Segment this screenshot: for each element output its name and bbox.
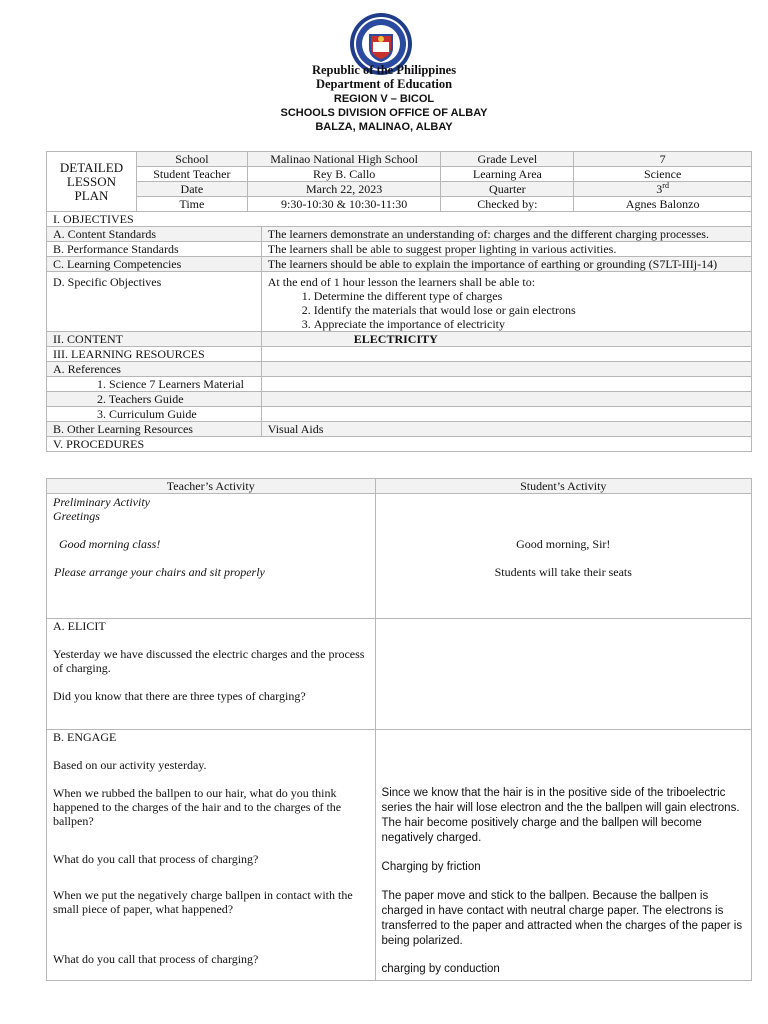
student-engage-3: The paper move and stick to the ballpen. Because the ballpen is charged in have contact with neutral charge paper. The electrons is transferred to the paper and attracted when the charges of the paper is being polarized.	[381, 890, 743, 947]
student-greeting: Good morning, Sir!	[516, 537, 611, 551]
elicit-paragraph-1: Yesterday we have discussed the electric charges and the process of charging.	[53, 647, 365, 675]
grade-label: Grade Level	[441, 152, 574, 167]
preliminary-teacher	[47, 494, 376, 619]
competencies-label: C. Learning Competencies	[47, 257, 262, 272]
engage-paragraph-5: What do you call that process of charging?	[53, 952, 259, 966]
engage-paragraph-2: When we rubbed the ballpen to our hair, what do you think happened to the charges of the hair and to the charges of the ballpen?	[53, 786, 342, 828]
student-arrange: Students will take their seats	[494, 565, 632, 579]
preliminary-student	[375, 494, 751, 619]
header-region: REGION V – BICOL	[333, 93, 435, 105]
school-value: Malinao National High School	[247, 152, 441, 167]
procedures-table	[46, 478, 752, 981]
reference-2: 2. Teachers Guide	[47, 392, 262, 407]
specific-objectives-value	[261, 272, 751, 332]
reference-1: 1. Science 7 Learners Material	[47, 377, 262, 392]
content-standards-label: A. Content Standards	[47, 227, 262, 242]
quarter-label: Quarter	[441, 182, 574, 197]
time-label: Time	[136, 197, 247, 212]
reference-3: 3. Curriculum Guide	[47, 407, 262, 422]
engage-heading: B. ENGAGE	[53, 730, 117, 744]
list-item: 3. Appreciate the importance of electricity	[314, 317, 745, 331]
teacher-greeting: Good morning class!	[59, 537, 161, 551]
list-item: 2. Identify the materials that would lose or gain electrons	[314, 303, 745, 317]
engage-paragraph-4: When we put the negatively charge ballpen in contact with the small piece of paper, what happened?	[53, 888, 353, 916]
greetings-label: Greetings	[53, 509, 100, 523]
performance-standards-value: The learners shall be able to suggest proper lighting in various activities.	[261, 242, 751, 257]
header-address: BALZA, MALINAO, ALBAY	[315, 121, 453, 133]
specific-objectives-label: D. Specific Objectives	[47, 272, 262, 332]
resources-heading: III. LEARNING RESOURCES	[47, 347, 262, 362]
engage-paragraph-3: What do you call that process of charging?	[53, 852, 259, 866]
engage-teacher	[47, 730, 376, 981]
lesson-info-table	[46, 151, 752, 452]
objectives-heading: I. OBJECTIVES	[47, 212, 752, 227]
teacher-activity-header: Teacher’s Activity	[47, 479, 376, 494]
performance-standards-label: B. Performance Standards	[47, 242, 262, 257]
references-label: A. References	[47, 362, 262, 377]
elicit-student	[375, 619, 751, 730]
header-republic: Republic of the Philippines	[311, 63, 457, 77]
other-resources-value: Visual Aids	[261, 422, 751, 437]
teacher-label: Student Teacher	[136, 167, 247, 182]
engage-paragraph-1: Based on our activity yesterday.	[53, 758, 207, 772]
quarter-value: 3rd	[574, 182, 752, 197]
time-value: 9:30-10:30 & 10:30-11:30	[247, 197, 441, 212]
header-division: SCHOOLS DIVISION OFFICE OF ALBAY	[280, 107, 488, 119]
dlp-title: DETAILED LESSON PLAN	[47, 152, 137, 212]
preliminary-title: Preliminary Activity	[53, 495, 150, 509]
checked-value: Agnes Balonzo	[574, 197, 752, 212]
date-value: March 22, 2023	[247, 182, 441, 197]
content-value: ELECTRICITY	[261, 332, 751, 347]
checked-label: Checked by:	[441, 197, 574, 212]
specific-intro: At the end of 1 hour lesson the learners shall be able to:	[267, 275, 536, 289]
competencies-value: The learners should be able to explain the importance of earthing or grounding (S7LT-IIIj-14)	[261, 257, 751, 272]
date-label: Date	[136, 182, 247, 197]
elicit-teacher	[47, 619, 376, 730]
content-standards-value: The learners demonstrate an understanding of: charges and the different charging processes.	[261, 227, 751, 242]
area-label: Learning Area	[441, 167, 574, 182]
student-engage-1: Since we know that the hair is in the positive side of the triboelectric series the hair will lose electron and the the ballpen will gain electrons. The hair become positively charge and the ballpen will become negatively charged.	[381, 787, 740, 844]
other-resources-label: B. Other Learning Resources	[47, 422, 262, 437]
grade-value: 7	[574, 152, 752, 167]
student-engage-2: Charging by friction	[381, 861, 481, 873]
school-label: School	[136, 152, 247, 167]
content-heading: II. CONTENT	[47, 332, 262, 347]
specific-objectives-list	[268, 289, 745, 331]
procedures-heading: V. PROCEDURES	[47, 437, 752, 452]
area-value: Science	[574, 167, 752, 182]
list-item: 1. Determine the different type of charges	[314, 289, 745, 303]
teacher-value: Rey B. Callo	[247, 167, 441, 182]
teacher-arrange: Please arrange your chairs and sit properly	[54, 565, 265, 579]
elicit-paragraph-2: Did you know that there are three types of charging?	[53, 689, 306, 703]
student-activity-header: Student’s Activity	[375, 479, 751, 494]
student-engage-4: charging by conduction	[381, 963, 500, 975]
elicit-heading: A. ELICIT	[53, 619, 106, 633]
engage-student	[375, 730, 751, 981]
header-department: Department of Education	[315, 77, 453, 91]
